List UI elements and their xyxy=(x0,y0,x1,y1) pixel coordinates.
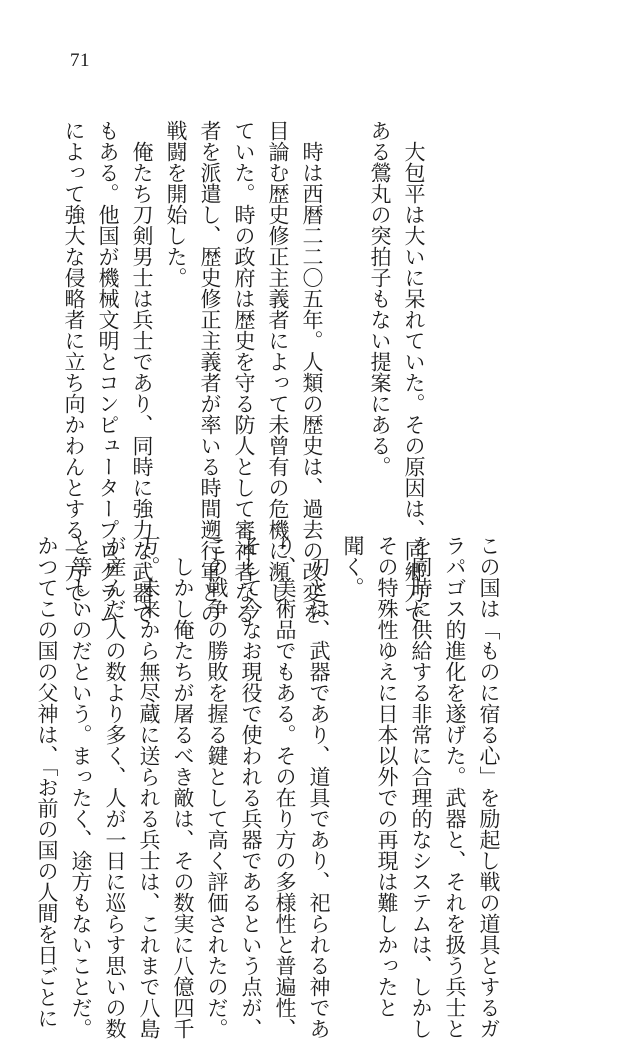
text-line: しかし俺たちが屠るべき敵は、その数実に八億四千 xyxy=(171,556,195,1039)
lower-text-block xyxy=(35,535,506,1039)
text-line: が産んだ人の数より多く、人が一日に巡らす思いの数 xyxy=(103,535,127,1039)
text-line: と等しいのだという。まったく、途方もないことだ。 xyxy=(69,535,93,1039)
text-line: この戦争の勝敗を握る鍵として高く評価されたのだ。 xyxy=(205,535,229,1039)
text-line: 目論む歴史修正主義者によって未曾有の危機に瀕し xyxy=(266,120,290,603)
text-line: 万。未来から無尽蔵に送られる兵士は、これまで八島 xyxy=(137,535,161,1039)
text-line: もある。他国が機械文明とコンピュータープログラム xyxy=(96,120,120,624)
paragraph xyxy=(159,120,329,624)
text-line: を同時に供給する非常に合理的なシステムは、しかし xyxy=(409,535,433,1039)
text-line: 俺たち刀剣男士は兵士であり、同時に強力な武器で xyxy=(130,141,154,624)
paragraph xyxy=(200,535,336,1039)
text-line: ラパゴス的進化を遂げた。武器と、それを扱う兵士と xyxy=(443,535,467,1039)
text-line: その特殊性ゆえに日本以外での再現は難しかったと xyxy=(375,535,399,1018)
text-line: 大包平は大いに呆れていた。その原因は、同郷刀で xyxy=(402,141,426,624)
text-line: そして今なお現役で使われる兵器であるという点が、 xyxy=(239,535,263,1039)
page-number: 71 xyxy=(70,50,90,71)
paragraph-gap xyxy=(329,120,363,510)
paragraph xyxy=(363,120,431,624)
text-line: 者を派遣し、歴史修正主義者が率いる時間遡行軍との xyxy=(198,120,222,624)
paragraph xyxy=(57,120,159,624)
text-line: かつてこの国の父神は、「お前の国の人間を日ごとに xyxy=(35,535,59,1029)
paragraph xyxy=(30,535,200,1039)
text-line: この国は「ものに宿る心」を励起し戦の道具とするガ xyxy=(477,535,501,1039)
text-line: り、美術品でもある。その在り方の多様性と普遍性、 xyxy=(273,535,297,1039)
text-line: 刀とは、武器であり、道具であり、祀られる神であ xyxy=(307,556,331,1039)
text-line: 聞く。 xyxy=(341,535,365,598)
paragraph xyxy=(336,535,506,1039)
text-line: ある鶯丸の突拍子もない提案にある。 xyxy=(368,120,392,477)
text-line: 戦闘を開始した。 xyxy=(164,120,188,288)
text-line: 時は西暦二二〇五年。人類の歴史は、過去の改変を xyxy=(300,141,324,624)
text-line: によって強大な侵略者に立ち向かわんとする一方で、 xyxy=(62,120,86,624)
text-line: ていた。時の政府は歴史を守る防人として審神者なる xyxy=(232,120,256,624)
